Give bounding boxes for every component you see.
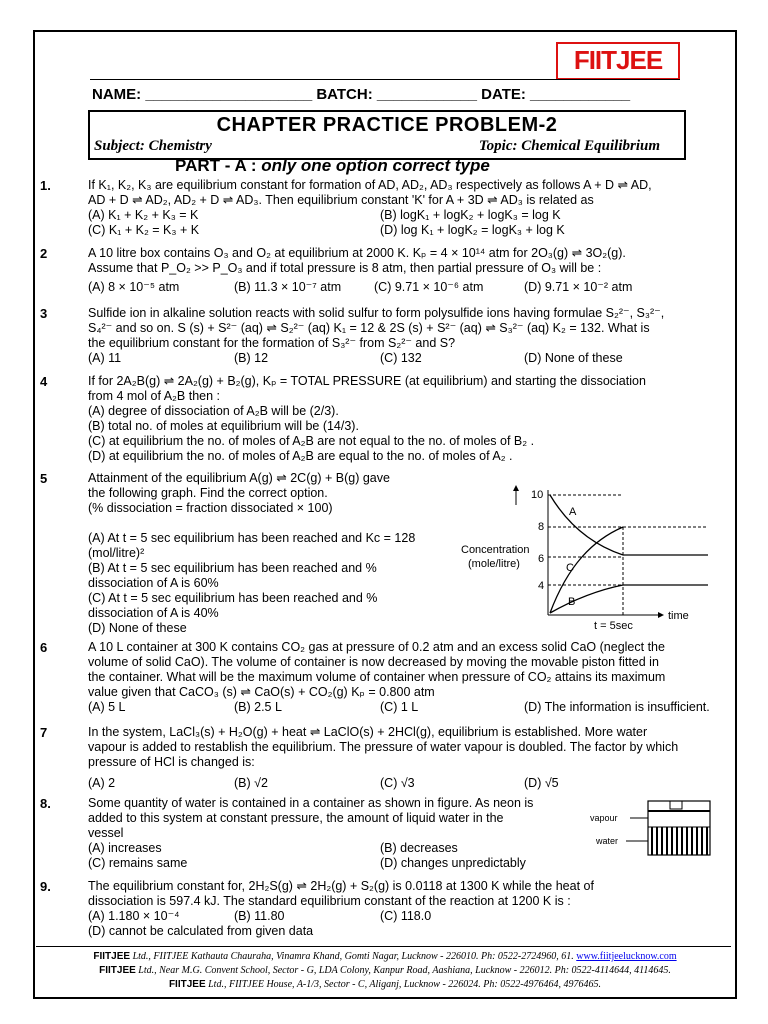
footer-brand: FIITJEE	[99, 965, 136, 976]
option: (C) 9.71 × 10⁻⁶ atm	[374, 280, 484, 294]
question-text: value given that CaCO₃ (s) ⇌ CaO(s) + CO₂(g) Kₚ = 0.800 atm	[88, 685, 435, 699]
curve-label-a: A	[569, 506, 577, 518]
option: (mol/litre)²	[88, 546, 145, 560]
question-text: volume of solid CaO). The volume of container is now decreased by moving the movable piston fitted in	[88, 655, 659, 669]
tick-label: 10	[531, 489, 544, 501]
option: (A) 5 L	[88, 700, 126, 714]
option: (C) remains same	[88, 856, 188, 870]
footer-address-2	[50, 964, 720, 978]
option: (A) 8 × 10⁻⁵ atm	[88, 280, 180, 294]
footer-address-3	[50, 978, 720, 992]
option: dissociation of A is 60%	[88, 576, 219, 590]
question-text: the following graph. Find the correct option.	[88, 486, 328, 500]
question-text: S₄²⁻ and so on. S (s) + S²⁻ (aq) ⇌ S₂²⁻ (aq) K₁ = 12 & 2S (s) + S²⁻ (aq) ⇌ S₃²⁻ (aq) K₂ = 132. What is	[88, 321, 650, 335]
question-number: 6	[40, 640, 48, 655]
subject-label: Subject: Chemistry	[94, 138, 212, 154]
question-text: the container. What will be the maximum volume of container when pressure of CO₂ attains its maximum	[88, 670, 666, 684]
water-label: water	[596, 836, 619, 846]
option: (A) 1.180 × 10⁻⁴	[88, 909, 180, 923]
option: (A) At t = 5 sec equilibrium has been reached and Kc = 128	[88, 531, 416, 545]
question-text: added to this system at constant pressure, the amount of liquid water in the	[88, 811, 504, 825]
curve-a	[550, 495, 623, 555]
question-text: If for 2A₂B(g) ⇌ 2A₂(g) + B₂(g), Kₚ = TOTAL PRESSURE (at equilibrium) and starting the dissociation	[88, 374, 646, 388]
footer-brand: FIITJEE	[93, 951, 131, 962]
tick-label: 8	[538, 521, 545, 533]
x-axis-label: time	[668, 610, 689, 622]
footer-text: Ltd., Near M.G. Convent School, Sector - G, LDA Colony, Kanpur Road, Aashiana, Lucknow - 226012. Ph: 0522-4114644, 4114645.	[135, 965, 671, 976]
question-text: Assume that P_O₂ >> P_O₃ and if total pressure is 8 atm, then partial pressure of O₃ will be :	[88, 261, 602, 275]
question-number: 9.	[40, 879, 51, 894]
option: (C) at equilibrium the no. of moles of A₂B are not equal to the no. of moles of B₂ .	[88, 434, 535, 448]
option: (D) 9.71 × 10⁻² atm	[524, 280, 633, 294]
curve-label-b: B	[568, 596, 576, 608]
option: (D) cannot be calculated from given data	[88, 924, 314, 938]
website-link[interactable]: www.fiitjeelucknow.com	[576, 951, 677, 962]
question-number: 5	[40, 471, 48, 486]
option: (C) √3	[380, 776, 415, 790]
footer-divider	[36, 946, 731, 947]
tick-label: 6	[538, 553, 545, 565]
option: (B) decreases	[380, 841, 458, 855]
question-number: 7	[40, 725, 48, 740]
option: (C) 118.0	[380, 909, 432, 923]
topic-label: Topic: Chemical Equilibrium	[478, 138, 660, 154]
option: (B) 12	[234, 351, 269, 365]
title-box	[88, 110, 686, 160]
y-arrowhead	[513, 485, 519, 491]
t-label: t = 5sec	[594, 620, 633, 632]
tick-label: 4	[538, 580, 545, 592]
footer-address-1	[50, 950, 720, 964]
question-text: AD + D ⇌ AD₂, AD₂ + D ⇌ AD₃. Then equilibrium constant 'K' for A + 3D ⇌ AD₃ is related as	[88, 193, 594, 207]
question-text: If K₁, K₂, K₃ are equilibrium constant for formation of AD, AD₂, AD₃ respectively as follows A + D ⇌ AD,	[88, 178, 652, 192]
water-hatching	[652, 827, 707, 855]
option: (C) 132	[380, 351, 422, 365]
option: (C) At t = 5 sec equilibrium has been reached and %	[88, 591, 378, 605]
part-description: only one option correct type	[256, 156, 490, 175]
vapour-label: vapour	[590, 813, 618, 823]
option: (C) 1 L	[380, 700, 419, 714]
question-number: 2	[40, 246, 48, 261]
option: (B) 11.80	[234, 909, 285, 923]
option: (B) At t = 5 sec equilibrium has been reached and %	[88, 561, 377, 575]
option: (D) The information is insufficient.	[524, 700, 710, 714]
option: (B) 11.3 × 10⁻⁷ atm	[234, 280, 342, 294]
student-info-line: NAME: ____________________ BATCH: ____________ DATE: ____________	[92, 86, 631, 103]
option: (D) None of these	[88, 621, 187, 635]
option: (A) K₁ + K₂ + K₃ = K	[88, 208, 199, 222]
question-text: Sulfide ion in alkaline solution reacts with solid sulfur to form polysulfide ions having formulae S₂²⁻, S₃²⁻,	[88, 306, 665, 320]
question-text: The equilibrium constant for, 2H₂S(g) ⇌ 2H₂(g) + S₂(g) is 0.0118 at 1300 K while the heat of	[88, 879, 594, 893]
question-text: (% dissociation = fraction dissociated × 100)	[88, 501, 333, 515]
x-arrowhead	[658, 612, 664, 618]
curve-c	[550, 527, 623, 613]
footer-brand: FIITJEE	[168, 979, 206, 990]
question-number: 8.	[40, 796, 51, 811]
part-heading	[175, 156, 490, 176]
question-text: A 10 litre box contains O₃ and O₂ at equilibrium at 2000 K. Kₚ = 4 × 10¹⁴ atm for 2O₃(g) ⇌ 3O₂(g).	[88, 246, 626, 260]
page-title: CHAPTER PRACTICE PROBLEM-2	[216, 114, 558, 136]
question-text: Some quantity of water is contained in a container as shown in figure. As neon is	[88, 796, 534, 810]
question-text: Attainment of the equilibrium A(g) ⇌ 2C(g) + B(g) gave	[88, 471, 390, 485]
option: (D) log K₁ + logK₂ = logK₃ + log K	[380, 223, 565, 237]
option: dissociation of A is 40%	[88, 606, 219, 620]
part-label: PART - A :	[175, 156, 257, 175]
question-text: the equilibrium constant for the formation of S₃²⁻ from S₂²⁻ and S?	[88, 336, 456, 350]
option: (A) increases	[88, 841, 162, 855]
option: (A) 11	[88, 351, 122, 365]
option: (A) degree of dissociation of A₂B will be (2/3).	[88, 404, 339, 418]
footer-text: Ltd., FIITJEE Kathauta Chauraha, Vinamra Khand, Gomti Nagar, Lucknow - 226010. Ph: 0522-2724960, 61.	[130, 951, 577, 962]
option: (B) √2	[234, 776, 268, 790]
header-divider	[90, 79, 680, 80]
option: (B) total no. of moles at equilibrium will be (14/3).	[88, 419, 359, 433]
option: (D) at equilibrium the no. of moles of A₂B are equal to the no. of moles of A₂ .	[88, 449, 513, 463]
option: (A) 2	[88, 776, 116, 790]
question-text: vapour is added to restablish the equilibrium. The pressure of water vapour is doubled. The factor by which	[88, 740, 679, 754]
question-text: dissociation is 597.4 kJ. The standard equilibrium constant of the reaction at 1200 K is :	[88, 894, 571, 908]
question-text: from 4 mol of A₂B then :	[88, 389, 220, 403]
question-text: A 10 L container at 300 K contains CO₂ gas at pressure of 0.2 atm and an excess solid CaO (neglect the	[88, 640, 665, 654]
question-text: pressure of HCl is changed is:	[88, 755, 255, 769]
option: (C) K₁ + K₂ = K₃ + K	[88, 223, 200, 237]
option: (B) 2.5 L	[234, 700, 282, 714]
question-number: 1.	[40, 178, 51, 193]
concentration-time-graph	[458, 485, 713, 635]
fiitjee-logo: FIITJEE	[556, 42, 680, 80]
container-figure	[590, 797, 715, 857]
option: (D) changes unpredictably	[380, 856, 526, 870]
question-text: vessel	[88, 826, 124, 840]
footer-text: Ltd., FIITJEE House, A-1/3, Sector - C, Aliganj, Lucknow - 226024. Ph: 0522-4976464, 4976465.	[205, 979, 602, 990]
curve-label-c: C	[566, 562, 574, 574]
piston-handle	[670, 801, 682, 809]
option: (D) √5	[524, 776, 559, 790]
option: (B) logK₁ + logK₂ + logK₃ = log K	[380, 208, 561, 222]
option: (D) None of these	[524, 351, 623, 365]
question-text: In the system, LaCl₃(s) + H₂O(g) + heat ⇌ LaClO(s) + 2HCl(g), equilibrium is established. More water	[88, 725, 648, 739]
question-number: 4	[40, 374, 48, 389]
y-axis-unit: (mole/litre)	[468, 558, 520, 570]
y-axis-label: Concentration	[461, 544, 530, 556]
question-number: 3	[40, 306, 48, 321]
